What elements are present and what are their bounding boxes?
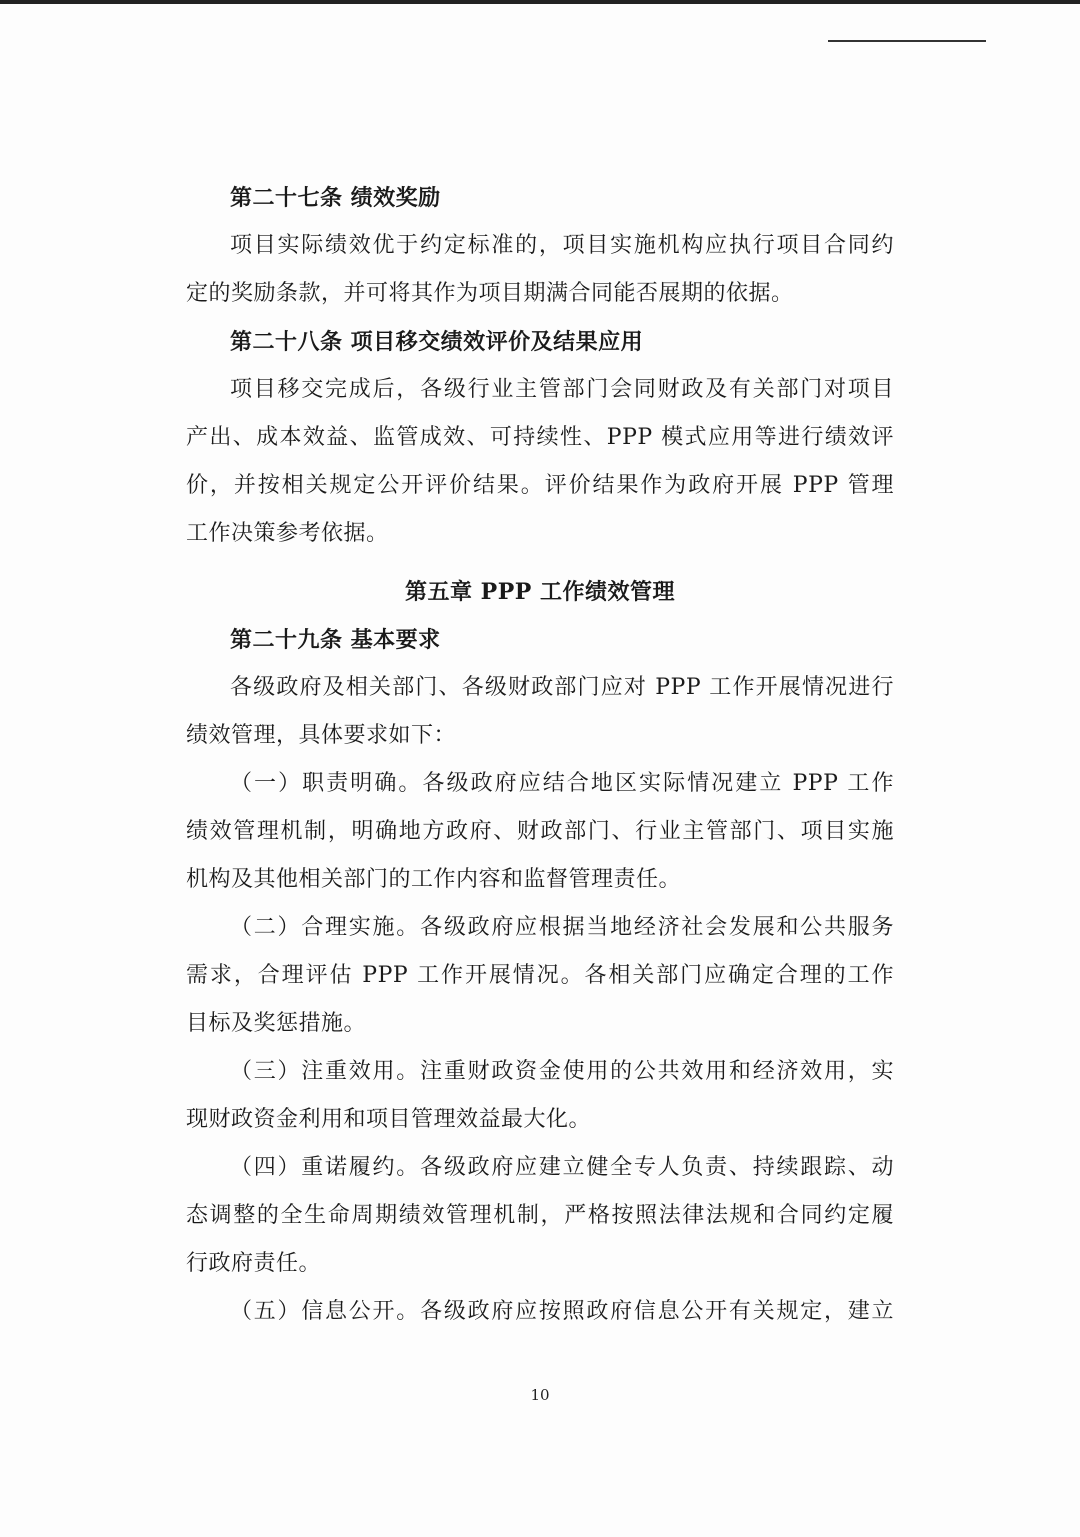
chapter-5-title: 第五章 PPP 工作绩效管理: [405, 579, 675, 605]
paragraph-line: 绩效管理机制，明确地方政府、财政部门、行业主管部门、项目实施: [186, 819, 894, 844]
paragraph-line: 项目实际绩效优于约定标准的，项目实施机构应执行项目合同约: [230, 233, 894, 258]
list-item-5: （五）信息公开。各级政府应按照政府信息公开有关规定，建立: [230, 1299, 894, 1324]
paragraph-line: 目标及奖惩措施。: [186, 1011, 367, 1036]
header-rule: [828, 40, 986, 42]
paragraph-line: 行政府责任。: [186, 1251, 322, 1276]
scan-top-edge: [0, 0, 1080, 4]
paragraph-line: 绩效管理，具体要求如下：: [186, 723, 457, 748]
paragraph-line: 态调整的全生命周期绩效管理机制，严格按照法律法规和合同约定履: [186, 1203, 894, 1228]
list-item-3: （三）注重效用。注重财政资金使用的公共效用和经济效用，实: [230, 1059, 894, 1084]
paragraph-line: 各级政府及相关部门、各级财政部门应对 PPP 工作开展情况进行: [230, 675, 894, 700]
paragraph-line: 价，并按相关规定公开评价结果。评价结果作为政府开展 PPP 管理: [186, 473, 894, 498]
paragraph-line: 机构及其他相关部门的工作内容和监督管理责任。: [186, 867, 682, 892]
paragraph-line: 定的奖励条款，并可将其作为项目期满合同能否展期的依据。: [186, 281, 794, 306]
article-28-heading: 第二十八条 项目移交绩效评价及结果应用: [230, 329, 644, 355]
paragraph-line: 产出、成本效益、监管成效、可持续性、PPP 模式应用等进行绩效评: [186, 425, 894, 450]
document-body: [186, 174, 894, 1336]
paragraph-line: 需求，合理评估 PPP 工作开展情况。各相关部门应确定合理的工作: [186, 963, 894, 988]
paragraph-line: 项目移交完成后，各级行业主管部门会同财政及有关部门对项目: [230, 377, 894, 402]
paragraph-line: 现财政资金利用和项目管理效益最大化。: [186, 1107, 592, 1132]
list-item-2: （二）合理实施。各级政府应根据当地经济社会发展和公共服务: [230, 915, 894, 940]
page-number: 10: [530, 1386, 550, 1404]
list-item-4: （四）重诺履约。各级政府应建立健全专人负责、持续跟踪、动: [230, 1155, 894, 1180]
paragraph-line: 工作决策参考依据。: [186, 521, 389, 546]
list-item-1: （一）职责明确。各级政府应结合地区实际情况建立 PPP 工作: [230, 771, 894, 796]
article-27-heading: 第二十七条 绩效奖励: [230, 185, 441, 211]
article-29-heading: 第二十九条 基本要求: [230, 627, 441, 653]
